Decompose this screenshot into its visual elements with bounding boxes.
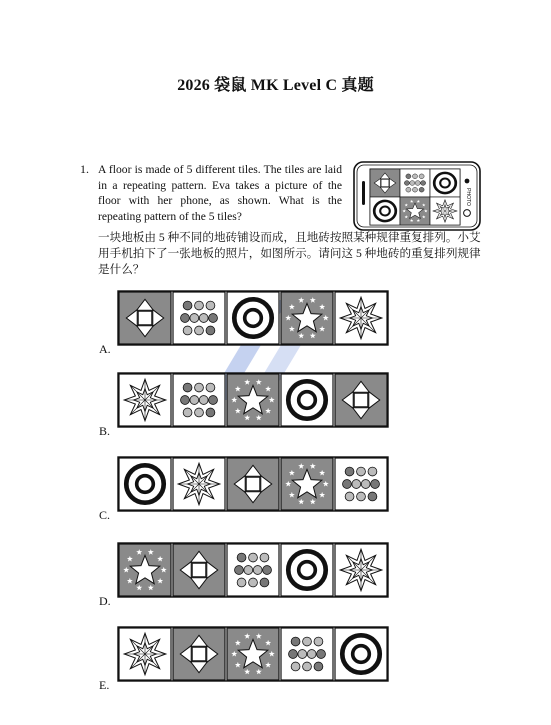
tile-arrows <box>173 628 225 680</box>
phone-tile-rings <box>370 197 400 225</box>
phone-tile-dots <box>400 169 430 197</box>
tile-stars <box>227 628 279 680</box>
page-title: 2026 袋鼠 MK Level C 真题 <box>177 77 374 94</box>
tile-stars <box>281 292 333 344</box>
tile-rings <box>119 458 171 510</box>
tile-dots <box>173 292 225 344</box>
tile-rings <box>227 292 279 344</box>
option-label-b[interactable]: B. <box>99 424 111 438</box>
option-label-e[interactable]: E. <box>99 678 110 692</box>
option-strip-d[interactable] <box>117 542 389 598</box>
tile-flower <box>335 544 387 596</box>
tile-dots <box>227 544 279 596</box>
option-strip-c[interactable] <box>117 456 389 512</box>
tile-arrows <box>173 544 225 596</box>
tile-flower <box>173 458 225 510</box>
phone-tile-arrows <box>370 169 400 197</box>
question-text-chinese: 一块地板由 5 种不同的地砖铺设而成，且地砖按照某种规律重复排列。小艾用手机拍下了一张地板的照片，如图所示。请问这 5 种地砖的重复排列规律是什么？ <box>98 231 481 276</box>
phone-tile-stars <box>400 197 430 225</box>
tile-arrows <box>227 458 279 510</box>
option-strip-a[interactable] <box>117 290 389 346</box>
question-number: 1. <box>80 162 89 176</box>
option-label-c[interactable]: C. <box>99 508 111 522</box>
tile-flower <box>335 292 387 344</box>
tile-dots <box>335 458 387 510</box>
tile-rings <box>281 374 333 426</box>
tile-stars <box>281 458 333 510</box>
option-strip-b[interactable] <box>117 372 389 428</box>
tile-rings <box>335 628 387 680</box>
phone-label: PHOTO <box>465 188 471 206</box>
tile-arrows <box>335 374 387 426</box>
phone-icon <box>353 161 481 231</box>
tile-stars <box>119 544 171 596</box>
tile-flower <box>119 374 171 426</box>
question-text-english: A floor is made of 5 different tiles. The tiles are laid in a repeating pattern. Eva takes a picture of the floor with her phone, as shown. What is the repeating pattern of the 5 tiles? <box>98 163 342 223</box>
phone-tile-rings <box>430 169 460 197</box>
tile-flower <box>119 628 171 680</box>
option-strip-e[interactable] <box>117 626 389 682</box>
option-label-d[interactable]: D. <box>99 594 111 608</box>
tile-dots <box>281 628 333 680</box>
tile-arrows <box>119 292 171 344</box>
tile-rings <box>281 544 333 596</box>
tile-dots <box>173 374 225 426</box>
tile-stars <box>227 374 279 426</box>
phone-photo-illustration <box>353 161 481 231</box>
option-label-a[interactable]: A. <box>99 342 111 356</box>
phone-tile-flower <box>430 197 460 225</box>
